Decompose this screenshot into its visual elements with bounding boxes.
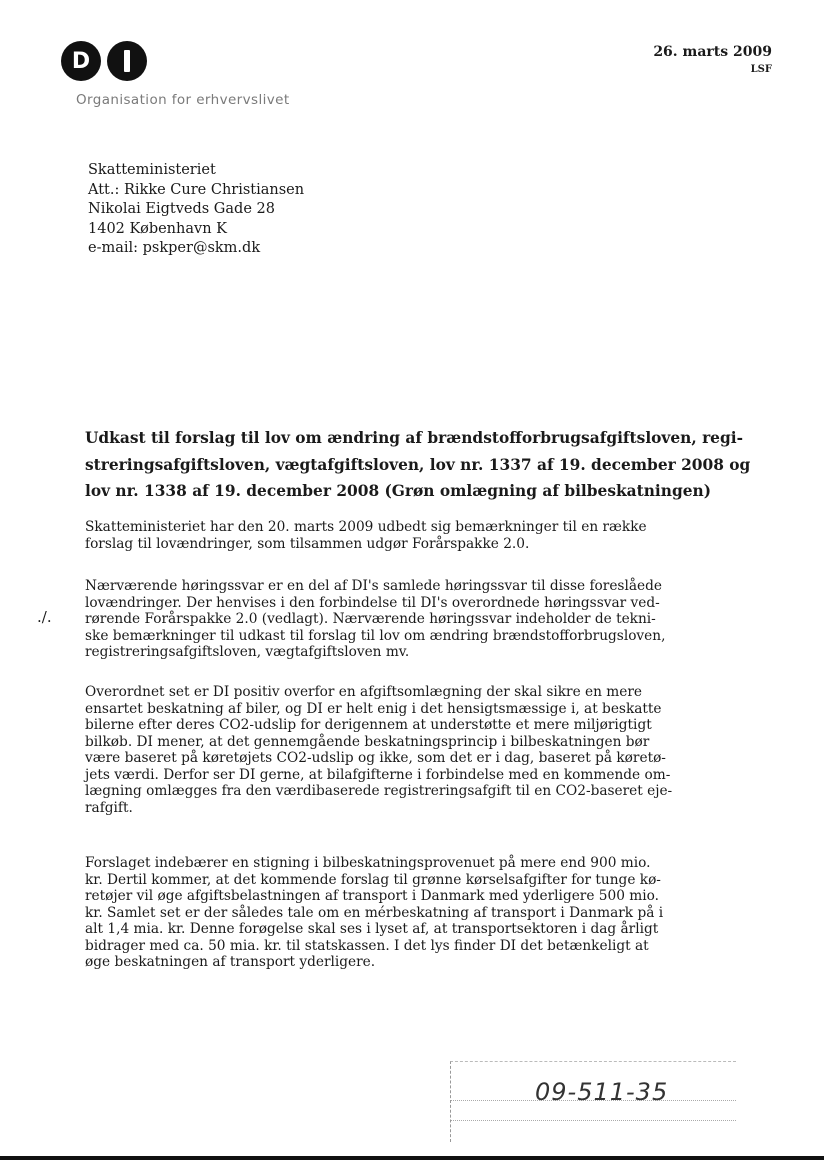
paragraph-line: Overordnet set er DI positiv overfor en afgiftsomlægning der skal sikre en mere bbox=[85, 684, 643, 700]
logo-letter-d: D bbox=[61, 41, 101, 81]
subject-line: Udkast til forslag til lov om ændring af brændstofforbrugsafgiftsloven, regi- bbox=[85, 429, 743, 447]
paragraph-line: kr. Samlet set er der således tale om en mérbeskatning af transport i Danmark på i bbox=[85, 904, 664, 921]
recipient-address bbox=[88, 161, 304, 259]
body-paragraph-4 bbox=[85, 855, 685, 971]
paragraph-line: lovændringer. Der henvises i den forbindelse til DI's overordnede høringssvar ved- bbox=[85, 594, 660, 611]
address-line: Att.: Rikke Cure Christiansen bbox=[88, 181, 305, 198]
author-initials: LSF bbox=[750, 64, 772, 75]
paragraph-line: være baseret på køretøjets CO2-udslip og ikke, som det er i dag, baseret på køretø- bbox=[85, 750, 666, 766]
paragraph-line: rafgift. bbox=[85, 799, 133, 816]
paragraph-line: jets værdi. Derfor ser DI gerne, at bilafgifterne i forbindelse med en kommende om- bbox=[85, 766, 671, 783]
paragraph-line: kr. Dertil kommer, at det kommende forslag til grønne kørselsafgifter for tunge kø- bbox=[85, 871, 661, 888]
body-paragraph-3 bbox=[85, 684, 685, 816]
paragraph-line: ensartet beskatning af biler, og DI er helt enig i det hensigtsmæssige i, at beskatte bbox=[85, 700, 662, 717]
paragraph-line: ske bemærkninger til udkast til forslag til lov om ændring brændstofforbrugsloven, bbox=[85, 627, 666, 644]
di-logo bbox=[61, 41, 147, 81]
address-line: e-mail: pskper@skm.dk bbox=[88, 240, 261, 256]
received-stamp bbox=[450, 1061, 736, 1142]
paragraph-line: rørende Forårspakke 2.0 (vedlagt). Nærværende høringssvar indeholder de tekni- bbox=[85, 611, 656, 627]
letter-date-block bbox=[653, 44, 772, 75]
enclosure-margin-mark: ./. bbox=[37, 608, 52, 626]
body-paragraph-2 bbox=[85, 578, 685, 661]
subject-line: streringsafgiftsloven, vægtafgiftsloven, lov nr. 1337 af 19. december 2008 og bbox=[85, 455, 751, 474]
logo-i-bar-icon bbox=[124, 50, 130, 72]
stamp-journal-number: 09-511-35 bbox=[535, 1078, 669, 1106]
bottom-rule bbox=[0, 1156, 824, 1160]
paragraph-line: bilkøb. DI mener, at det gennemgående beskatningsprincip i bilbeskatningen bør bbox=[85, 733, 650, 750]
paragraph-line: Forslaget indebærer en stigning i bilbeskatningsprovenuet på mere end 900 mio. bbox=[85, 855, 651, 871]
paragraph-line: alt 1,4 mia. kr. Denne forøgelse skal ses i lyset af, at transportsektoren i dag årligt bbox=[85, 921, 659, 937]
logo-letter-i bbox=[107, 41, 147, 81]
address-line: Skatteministeriet bbox=[88, 162, 216, 178]
paragraph-line: Skatteministeriet har den 20. marts 2009 udbedt sig bemærkninger til en række bbox=[85, 519, 647, 535]
paragraph-line: lægning omlægges fra den værdibaserede registreringsafgift til en CO2-baseret eje- bbox=[85, 783, 673, 799]
body-paragraph-1 bbox=[85, 519, 685, 552]
letter-subject bbox=[85, 425, 751, 505]
subject-line: lov nr. 1338 af 19. december 2008 (Grøn omlægning af bilbeskatningen) bbox=[85, 482, 711, 500]
stamp-divider bbox=[451, 1120, 736, 1122]
address-line: 1402 København K bbox=[88, 220, 227, 237]
paragraph-line: bidrager med ca. 50 mia. kr. til statskassen. I det lys finder DI det betænkeligt at bbox=[85, 937, 649, 954]
paragraph-line: øge beskatningen af transport yderligere. bbox=[85, 954, 376, 970]
paragraph-line: registreringsafgiftsloven, vægtafgiftsloven mv. bbox=[85, 644, 410, 660]
address-line: Nikolai Eigtveds Gade 28 bbox=[88, 201, 275, 217]
paragraph-line: Nærværende høringssvar er en del af DI's samlede høringssvar til disse foreslåede bbox=[85, 578, 662, 594]
letter-date: 26. marts 2009 bbox=[653, 44, 772, 60]
organisation-tagline: Organisation for erhvervslivet bbox=[76, 92, 290, 108]
paragraph-line: bilerne efter deres CO2-udslip for derigennem at understøtte et mere miljørigtigt bbox=[85, 717, 652, 733]
paragraph-line: forslag til lovændringer, som tilsammen udgør Forårspakke 2.0. bbox=[85, 535, 530, 552]
paragraph-line: retøjer vil øge afgiftsbelastningen af transport i Danmark med yderligere 500 mio. bbox=[85, 888, 659, 904]
